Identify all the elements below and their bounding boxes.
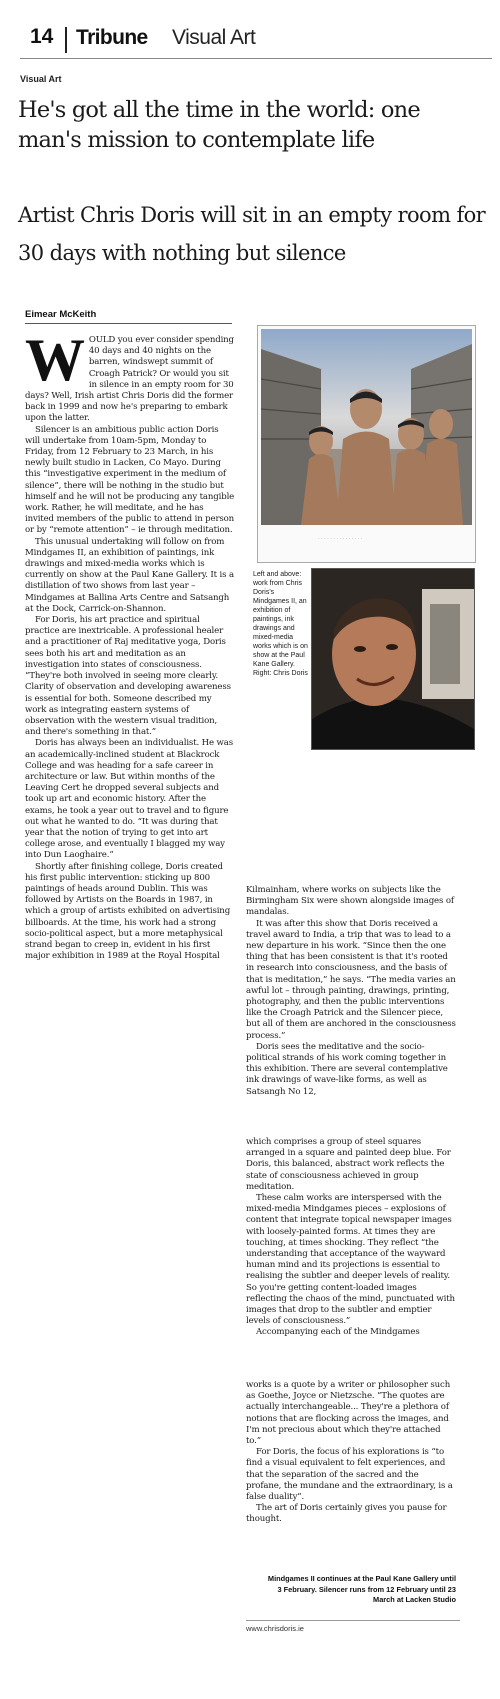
standfirst: Artist Chris Doris will sit in an empty room for 30 days with nothing but silence [18, 203, 486, 265]
paragraph: Silencer is an ambitious public action Doris will undertake from 10am-5pm, Monday to Friday, from 12 February to 23 March, in his newly built studio in Lacken, Co Mayo. During this “investigative experiment in the medium of silence”, there will be nothing in the studio but himself and he will not be producing any tangible work. Rather, he will meditate, and he has invited members of the public to attend in person or by “remote attention” – ie through meditation. [25, 424, 235, 536]
paragraph: These calm works are interspersed with the mixed-media Mindgames pieces – explosions of content that integrate topical newspaper images with loosely-painted forms. At times they are touching, at times shocking. They reflect “the understanding that acceptance of the wayward human mind and its projections is essential to realising the subtler and deeper levels of reality. So you're getting content-loaded images reflecting the chaos of the mind, punctuated with images that drop to the subtler and emptier levels of consciousness.” [246, 1193, 455, 1327]
byline: Eimear McKeith [25, 309, 97, 320]
drop-cap: W [25, 327, 85, 393]
paragraph: Kilmainham, where works on subjects like the Birmingham Six were shown alongside images of mandalas. [246, 885, 454, 918]
paragraph: works is a quote by a writer or philosopher such as Goethe, Joyce or Nietzsche. “The quotes are actually interchangeable... They're a plethora of notions that are flocking across the images, and I'm not precious about which they're attached to.” [246, 1380, 451, 1447]
artwork-photo [257, 325, 476, 563]
article-column-1 [25, 327, 235, 962]
photo-caption: Left and above: work from Chris Doris's Mindgames II, an exhibition of paintings, ink drawings and mixed-media works which is on show at the Paul Kane Gallery. Right: Chris Doris [253, 571, 308, 677]
paragraph: For Doris, his art practice and spiritual practice are inextricable. A professional healer and a practitioner of Raj meditative yoga, Doris sees both his art and meditation as an investigation into states of consciousness. “They're both involved in seeing more clearly. Clarity of observation and developing awareness is essential for both. Someone described my work as integrating eastern systems of observation with the western visual tradition, and there's something in that.” [25, 615, 231, 738]
paragraph: Shortly after finishing college, Doris created his first public intervention: sticking up 800 paintings of heads around Dublin. This was followed by Artists on the Boards in 1987, in which a group of artists exhibited on advertising billboards. At the time, his work had a strong socio-political aspect, but a more metaphysical strand began to creep in, evident in his first major exhibition in 1989 at the Royal Hospital [25, 861, 231, 962]
article-column-4 [246, 1380, 456, 1526]
exhibition-info: Mindgames II continues at the Paul Kane Gallery until 3 February. Silencer runs from 12 February until 23 March at Lacken Studio [267, 1574, 456, 1604]
website-link[interactable]: www.chrisdoris.ie [246, 1624, 304, 1633]
artwork-image [261, 329, 472, 525]
byline-rule [25, 323, 232, 324]
portrait-photo [311, 568, 475, 750]
kicker: Visual Art [20, 74, 62, 84]
paragraph: which comprises a group of steel squares arranged in a square and painted deep blue. For Doris, this balanced, abstract work reflects the state of consciousness achieved in group meditation. [246, 1137, 451, 1192]
paragraph: OULD you ever consider spending 40 days and 40 nights on the barren, windswept summit of Croagh Patrick? Or would you sit in silence in an empty room for 30 days? Well, Irish artist Chris Doris did the former back in 1999 and now he's preparing to embark upon the latter. [25, 335, 234, 424]
portrait-image [312, 569, 474, 749]
footer-rule [246, 1620, 460, 1621]
article-column-2 [246, 885, 456, 1098]
paragraph: The art of Doris certainly gives you pause for thought. [246, 1503, 447, 1525]
article-column-3 [246, 1137, 456, 1339]
paragraph: It was after this show that Doris received a travel award to India, a trip that was to lead to a new departure in his work. “Since then the one thing that has been consistent is that it's rooted in research into consciousness, and the basis of that is meditation,” he says. “The media varies an awful lot – through painting, drawings, printing, photography, and then the public interventions like the Croagh Patrick and the Silencer piece, but all of them are anchored in the consciousness process.” [246, 918, 456, 1041]
header-rule [20, 58, 492, 59]
artwork-inscription: · · · · · · · · · · · · · · · [318, 536, 363, 542]
paragraph: Doris sees the meditative and the socio-political strands of his work coming together in this exhibition. There are several contemplative ink drawings of wave-like forms, as well as Satsangh No 12, [246, 1041, 448, 1097]
paragraph: Accompanying each of the Mindgames [256, 1327, 420, 1338]
section-name: Visual Art [172, 26, 256, 49]
publication-name: Tribune [76, 26, 148, 49]
paragraph: Doris has always been an individualist. He was an academically-inclined student at Blackrock College and was heading for a safe career in architecture or law. But within months of the Leaving Cert he dropped several subjects and took up art and economic history. After the exams, he took a year out to travel and to figure out what he wanted to do. “It was during that year that the notion of trying to get into art college arose, and eventually I blagged my way into Dun Laoghaire.” [25, 738, 233, 861]
header-divider [65, 27, 67, 53]
paragraph: This unusual undertaking will follow on from Mindgames II, an exhibition of paintings, ink drawings and mixed-media works which is currently on show at the Paul Kane Gallery. It is a distillation of two shows from last year – Mindgames at Ballina Arts Centre and Satsangh at the Dock, Carrick-on-Shannon. [25, 536, 234, 614]
paragraph: For Doris, the focus of his explorations is “to find a visual equivalent to felt experiences, and that the separation of the sacred and the profane, the mundane and the extraordinary, is a false duality”. [246, 1447, 453, 1503]
page-number: 14 [30, 25, 54, 48]
headline: He's got all the time in the world: one man's mission to contemplate life [18, 97, 420, 153]
